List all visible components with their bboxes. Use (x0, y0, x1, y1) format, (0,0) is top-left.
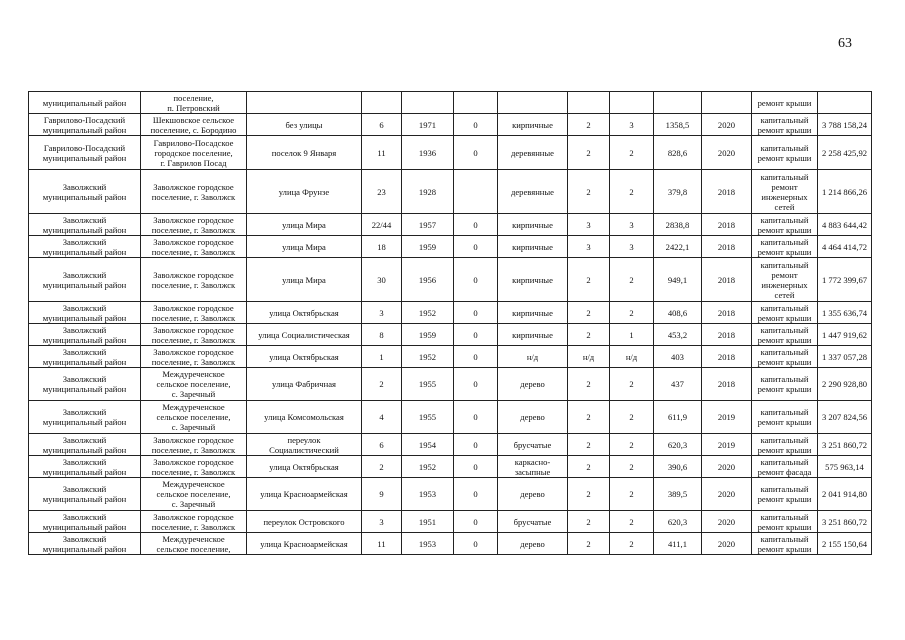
cell-entrances: н/д (610, 346, 654, 368)
cell-build-year: 1953 (402, 533, 454, 555)
cell-floors: 2 (568, 434, 610, 456)
cell-street: улица Октябрьская (247, 302, 362, 324)
cell-street: поселок 9 Января (247, 136, 362, 170)
cell-entrances: 3 (610, 214, 654, 236)
cell-municipal-district: Заволжский муниципальный район (29, 236, 141, 258)
cell-entrances: 2 (610, 456, 654, 478)
cell-build-year: 1959 (402, 324, 454, 346)
cell-floors: 2 (568, 478, 610, 511)
cell-wall-material (498, 92, 568, 114)
cell-settlement: Заволжское городское поселение, г. Заволжск (141, 302, 247, 324)
cell-floors: 2 (568, 136, 610, 170)
cell-entrances: 2 (610, 434, 654, 456)
cell-area: 379,8 (654, 170, 702, 214)
cell-cost: 1 772 399,67 (818, 258, 872, 302)
cell-build-year: 1956 (402, 258, 454, 302)
cell-street: улица Социалистическая (247, 324, 362, 346)
cell-cost: 3 251 860,72 (818, 434, 872, 456)
cell-build-year: 1957 (402, 214, 454, 236)
cell-cost: 1 214 866,26 (818, 170, 872, 214)
cell-cost: 3 207 824,56 (818, 401, 872, 434)
cell-year: 2019 (702, 401, 752, 434)
cell-street: улица Мира (247, 214, 362, 236)
table-row (29, 302, 872, 324)
table-row (29, 434, 872, 456)
cell-floors: 2 (568, 456, 610, 478)
cell-floors: 2 (568, 511, 610, 533)
cell-cost: 2 155 150,64 (818, 533, 872, 555)
cell-year: 2018 (702, 324, 752, 346)
cell-cost: 575 963,14 (818, 456, 872, 478)
cell-year: 2020 (702, 478, 752, 511)
cell-wear: 0 (454, 456, 498, 478)
cell-settlement: Заволжское городское поселение, г. Заволжск (141, 324, 247, 346)
cell-wear: 0 (454, 533, 498, 555)
cell-repair-type: капитальный ремонт крыши (752, 368, 818, 401)
cell-street: переулок Социалистический (247, 434, 362, 456)
cell-wear: 0 (454, 114, 498, 136)
cell-build-year: 1971 (402, 114, 454, 136)
table-row (29, 258, 872, 302)
cell-repair-type: капитальный ремонт крыши (752, 401, 818, 434)
cell-repair-type: капитальный ремонт крыши (752, 533, 818, 555)
cell-build-year: 1952 (402, 346, 454, 368)
cell-house-number: 22/44 (362, 214, 402, 236)
housing-repair-table (28, 91, 872, 555)
cell-municipal-district: Заволжский муниципальный район (29, 258, 141, 302)
cell-wear (454, 92, 498, 114)
cell-wear: 0 (454, 214, 498, 236)
cell-wall-material: н/д (498, 346, 568, 368)
table-row (29, 368, 872, 401)
table-row (29, 346, 872, 368)
cell-house-number: 4 (362, 401, 402, 434)
cell-wear: 0 (454, 324, 498, 346)
cell-settlement: Заволжское городское поселение, г. Заволжск (141, 456, 247, 478)
cell-wall-material: брусчатые (498, 511, 568, 533)
cell-year: 2020 (702, 456, 752, 478)
cell-entrances (610, 92, 654, 114)
cell-area: 949,1 (654, 258, 702, 302)
cell-area: 2838,8 (654, 214, 702, 236)
cell-street: улица Комсомольская (247, 401, 362, 434)
cell-house-number (362, 92, 402, 114)
cell-year: 2018 (702, 214, 752, 236)
cell-entrances: 2 (610, 511, 654, 533)
cell-year: 2020 (702, 511, 752, 533)
cell-wear: 0 (454, 368, 498, 401)
cell-house-number: 1 (362, 346, 402, 368)
cell-wall-material: кирпичные (498, 214, 568, 236)
cell-year: 2018 (702, 346, 752, 368)
cell-floors: 3 (568, 214, 610, 236)
cell-wear: 0 (454, 236, 498, 258)
cell-entrances: 2 (610, 401, 654, 434)
table-row (29, 533, 872, 555)
cell-year: 2020 (702, 533, 752, 555)
cell-year: 2018 (702, 170, 752, 214)
cell-house-number: 3 (362, 511, 402, 533)
cell-area: 437 (654, 368, 702, 401)
cell-entrances: 3 (610, 114, 654, 136)
table-row (29, 170, 872, 214)
cell-year: 2018 (702, 302, 752, 324)
cell-wear (454, 170, 498, 214)
cell-repair-type: капитальный ремонт крыши (752, 511, 818, 533)
cell-repair-type: капитальный ремонт крыши (752, 346, 818, 368)
cell-cost: 4 464 414,72 (818, 236, 872, 258)
cell-municipal-district: муниципальный район (29, 92, 141, 114)
cell-house-number: 2 (362, 368, 402, 401)
cell-area: 453,2 (654, 324, 702, 346)
cell-wall-material: кирпичные (498, 236, 568, 258)
cell-cost: 3 788 158,24 (818, 114, 872, 136)
cell-entrances: 1 (610, 324, 654, 346)
cell-settlement: Заволжское городское поселение, г. Заволжск (141, 258, 247, 302)
table-row (29, 214, 872, 236)
cell-wall-material: дерево (498, 478, 568, 511)
cell-wear: 0 (454, 258, 498, 302)
cell-floors: 2 (568, 368, 610, 401)
cell-settlement: Междуреченское сельское поселение, с. Заречный (141, 401, 247, 434)
cell-build-year: 1952 (402, 456, 454, 478)
cell-wear: 0 (454, 302, 498, 324)
cell-build-year: 1955 (402, 401, 454, 434)
cell-cost: 3 251 860,72 (818, 511, 872, 533)
cell-house-number: 3 (362, 302, 402, 324)
cell-repair-type: капитальный ремонт фасада (752, 456, 818, 478)
cell-cost (818, 92, 872, 114)
cell-floors: 2 (568, 258, 610, 302)
cell-floors (568, 92, 610, 114)
cell-municipal-district: Заволжский муниципальный район (29, 478, 141, 511)
cell-floors: 2 (568, 533, 610, 555)
cell-settlement: Заволжское городское поселение, г. Заволжск (141, 236, 247, 258)
cell-wear: 0 (454, 478, 498, 511)
cell-cost: 2 290 928,80 (818, 368, 872, 401)
cell-wear: 0 (454, 434, 498, 456)
cell-build-year: 1936 (402, 136, 454, 170)
cell-year (702, 92, 752, 114)
cell-area: 408,6 (654, 302, 702, 324)
cell-municipal-district: Заволжский муниципальный район (29, 346, 141, 368)
cell-house-number: 18 (362, 236, 402, 258)
cell-build-year: 1955 (402, 368, 454, 401)
cell-house-number: 11 (362, 136, 402, 170)
cell-street: улица Мира (247, 236, 362, 258)
cell-area: 620,3 (654, 511, 702, 533)
cell-entrances: 2 (610, 136, 654, 170)
cell-floors: 2 (568, 170, 610, 214)
cell-municipal-district: Заволжский муниципальный район (29, 324, 141, 346)
cell-cost: 4 883 644,42 (818, 214, 872, 236)
cell-street: улица Фабричная (247, 368, 362, 401)
cell-street: без улицы (247, 114, 362, 136)
cell-area: 828,6 (654, 136, 702, 170)
cell-build-year: 1959 (402, 236, 454, 258)
table-row (29, 236, 872, 258)
cell-build-year: 1952 (402, 302, 454, 324)
cell-entrances: 3 (610, 236, 654, 258)
cell-municipal-district: Заволжский муниципальный район (29, 302, 141, 324)
cell-settlement: Заволжское городское поселение, г. Заволжск (141, 511, 247, 533)
cell-repair-type: капитальный ремонт инженерных сетей (752, 258, 818, 302)
cell-settlement: Междуреченское сельское поселение, с. Заречный (141, 478, 247, 511)
cell-street: улица Октябрьская (247, 456, 362, 478)
cell-wall-material: дерево (498, 368, 568, 401)
cell-street: улица Мира (247, 258, 362, 302)
cell-municipal-district: Заволжский муниципальный район (29, 368, 141, 401)
cell-area: 403 (654, 346, 702, 368)
cell-house-number: 9 (362, 478, 402, 511)
table-row (29, 92, 872, 114)
cell-municipal-district: Заволжский муниципальный район (29, 533, 141, 555)
cell-street (247, 92, 362, 114)
table-row (29, 456, 872, 478)
cell-entrances: 2 (610, 170, 654, 214)
cell-area: 390,6 (654, 456, 702, 478)
cell-repair-type: капитальный ремонт крыши (752, 214, 818, 236)
cell-settlement: Заволжское городское поселение, г. Заволжск (141, 434, 247, 456)
cell-wear: 0 (454, 136, 498, 170)
cell-area: 611,9 (654, 401, 702, 434)
cell-cost: 2 258 425,92 (818, 136, 872, 170)
cell-cost: 1 447 919,62 (818, 324, 872, 346)
cell-settlement: поселение, п. Петровский (141, 92, 247, 114)
table-row (29, 114, 872, 136)
table-row (29, 136, 872, 170)
cell-house-number: 30 (362, 258, 402, 302)
cell-cost: 2 041 914,80 (818, 478, 872, 511)
cell-cost: 1 337 057,28 (818, 346, 872, 368)
cell-repair-type: ремонт крыши (752, 92, 818, 114)
cell-entrances: 2 (610, 302, 654, 324)
cell-settlement: Междуреченское сельское поселение, с. Заречный (141, 368, 247, 401)
cell-area (654, 92, 702, 114)
cell-build-year: 1954 (402, 434, 454, 456)
cell-area: 2422,1 (654, 236, 702, 258)
cell-settlement: Шекшовское сельское поселение, с. Бородино (141, 114, 247, 136)
cell-floors: 2 (568, 302, 610, 324)
cell-area: 411,1 (654, 533, 702, 555)
cell-municipal-district: Заволжский муниципальный район (29, 401, 141, 434)
cell-repair-type: капитальный ремонт крыши (752, 136, 818, 170)
cell-municipal-district: Заволжский муниципальный район (29, 511, 141, 533)
cell-year: 2020 (702, 114, 752, 136)
cell-floors: 2 (568, 324, 610, 346)
cell-house-number: 6 (362, 434, 402, 456)
cell-wall-material: дерево (498, 533, 568, 555)
cell-repair-type: капитальный ремонт крыши (752, 434, 818, 456)
cell-wear: 0 (454, 511, 498, 533)
cell-wall-material: кирпичные (498, 302, 568, 324)
cell-entrances: 2 (610, 258, 654, 302)
cell-floors: 3 (568, 236, 610, 258)
cell-year: 2018 (702, 368, 752, 401)
cell-floors: н/д (568, 346, 610, 368)
cell-area: 620,3 (654, 434, 702, 456)
cell-street: улица Октябрьская (247, 346, 362, 368)
cell-wall-material: дерево (498, 401, 568, 434)
cell-wall-material: деревянные (498, 170, 568, 214)
cell-build-year: 1953 (402, 478, 454, 511)
table-row (29, 401, 872, 434)
cell-street: улица Красноармейская (247, 478, 362, 511)
cell-settlement: Гаврилово-Посадское городское поселение, г. Гаврилов Посад (141, 136, 247, 170)
cell-house-number: 11 (362, 533, 402, 555)
cell-municipal-district: Заволжский муниципальный район (29, 434, 141, 456)
cell-year: 2020 (702, 136, 752, 170)
cell-house-number: 6 (362, 114, 402, 136)
cell-wear: 0 (454, 346, 498, 368)
table-row (29, 478, 872, 511)
cell-repair-type: капитальный ремонт крыши (752, 478, 818, 511)
cell-build-year: 1928 (402, 170, 454, 214)
cell-settlement: Заволжское городское поселение, г. Заволжск (141, 170, 247, 214)
cell-area: 389,5 (654, 478, 702, 511)
cell-settlement: Заволжское городское поселение, г. Заволжск (141, 346, 247, 368)
cell-repair-type: капитальный ремонт инженерных сетей (752, 170, 818, 214)
cell-year: 2018 (702, 236, 752, 258)
cell-build-year: 1951 (402, 511, 454, 533)
cell-municipal-district: Гаврилово-Посадский муниципальный район (29, 136, 141, 170)
cell-year: 2018 (702, 258, 752, 302)
cell-municipal-district: Заволжский муниципальный район (29, 170, 141, 214)
cell-wall-material: брусчатые (498, 434, 568, 456)
cell-settlement: Заволжское городское поселение, г. Заволжск (141, 214, 247, 236)
table-row (29, 511, 872, 533)
cell-entrances: 2 (610, 368, 654, 401)
cell-cost: 1 355 636,74 (818, 302, 872, 324)
cell-house-number: 8 (362, 324, 402, 346)
cell-repair-type: капитальный ремонт крыши (752, 236, 818, 258)
cell-wall-material: деревянные (498, 136, 568, 170)
cell-floors: 2 (568, 114, 610, 136)
cell-municipal-district: Гаврилово-Посадский муниципальный район (29, 114, 141, 136)
page-number: 63 (838, 36, 852, 51)
cell-build-year (402, 92, 454, 114)
cell-wall-material: кирпичные (498, 324, 568, 346)
cell-municipal-district: Заволжский муниципальный район (29, 214, 141, 236)
cell-wall-material: каркасно- засыпные (498, 456, 568, 478)
cell-area: 1358,5 (654, 114, 702, 136)
cell-house-number: 23 (362, 170, 402, 214)
cell-house-number: 2 (362, 456, 402, 478)
cell-wear: 0 (454, 401, 498, 434)
cell-street: улица Фрунзе (247, 170, 362, 214)
cell-year: 2019 (702, 434, 752, 456)
cell-entrances: 2 (610, 533, 654, 555)
table-row (29, 324, 872, 346)
cell-settlement: Междуреченское сельское поселение, (141, 533, 247, 555)
cell-municipal-district: Заволжский муниципальный район (29, 456, 141, 478)
cell-repair-type: капитальный ремонт крыши (752, 302, 818, 324)
cell-entrances: 2 (610, 478, 654, 511)
cell-street: переулок Островского (247, 511, 362, 533)
cell-repair-type: капитальный ремонт крыши (752, 114, 818, 136)
cell-street: улица Красноармейская (247, 533, 362, 555)
cell-floors: 2 (568, 401, 610, 434)
cell-wall-material: кирпичные (498, 114, 568, 136)
cell-repair-type: капитальный ремонт крыши (752, 324, 818, 346)
cell-wall-material: кирпичные (498, 258, 568, 302)
